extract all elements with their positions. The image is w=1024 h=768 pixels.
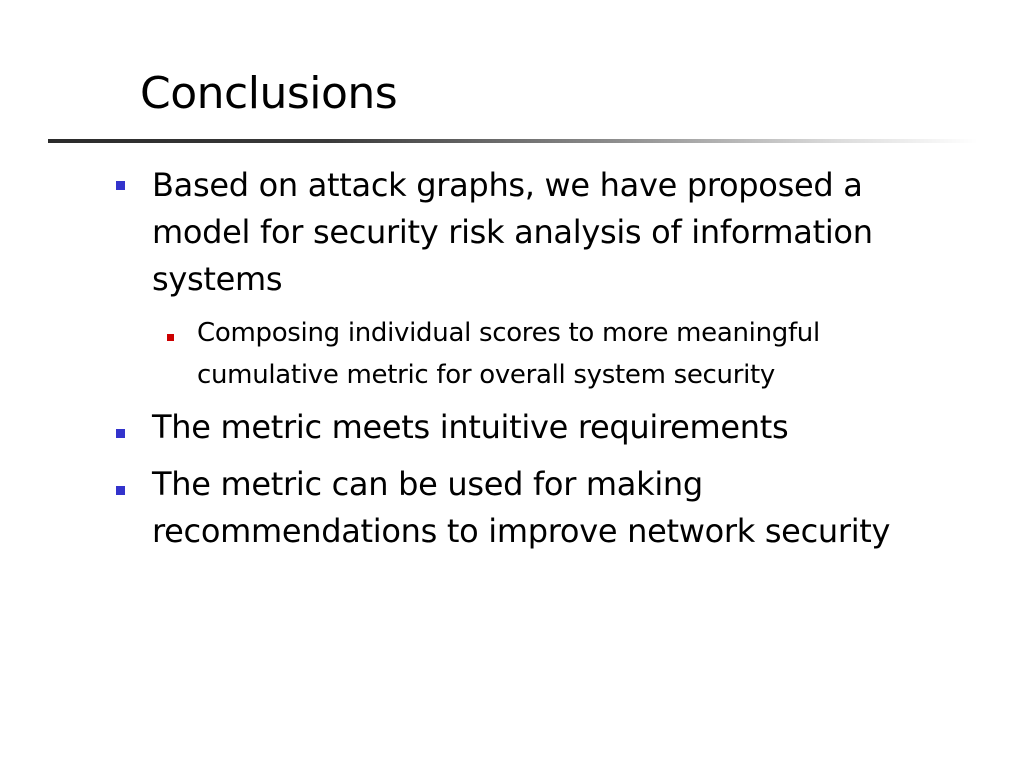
bullet-line: systems <box>152 260 283 298</box>
bullet-line: Based on attack graphs, we have proposed a <box>152 166 863 204</box>
bullet-text <box>152 404 992 451</box>
bullet-text <box>152 162 992 303</box>
square-bullet-icon <box>167 334 174 341</box>
bullet-line: model for security risk analysis of information <box>152 213 873 251</box>
bullet-text <box>152 461 992 555</box>
square-bullet-icon <box>116 429 125 438</box>
sub-bullet-text <box>197 312 997 396</box>
bullet-line: The metric can be used for making <box>152 465 703 503</box>
square-bullet-icon <box>116 486 125 495</box>
bullet-line: The metric meets intuitive requirements <box>152 408 789 446</box>
slide-title: Conclusions <box>140 68 398 119</box>
square-bullet-icon <box>116 181 125 190</box>
sub-bullet-line: Composing individual scores to more meaningful <box>197 318 820 348</box>
sub-bullet-line: cumulative metric for overall system security <box>197 360 776 390</box>
bullet-line: recommendations to improve network security <box>152 512 891 550</box>
